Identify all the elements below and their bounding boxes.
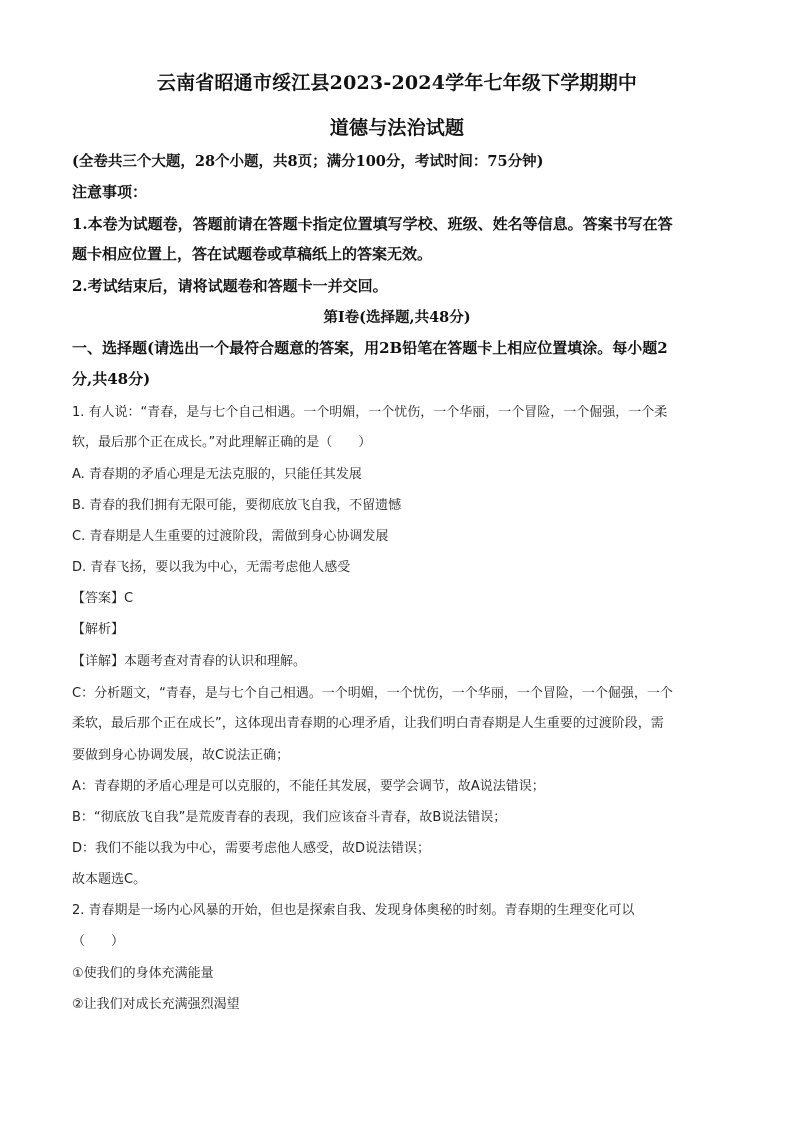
q1-conclusion: 故本题选C。 bbox=[72, 872, 147, 887]
q1-detail: 【详解】本题考查对青春的认识和理解。 bbox=[72, 654, 307, 669]
q1-option-c: C. 青春期是人生重要的过渡阶段，需做到身心协调发展 bbox=[72, 529, 389, 544]
q1-a-explanation: A：青春期的矛盾心理是可以克服的，不能任其发展，要学会调节，故A说法错误； bbox=[72, 779, 545, 794]
q2-item-2: ②让我们对成长充满强烈渴望 bbox=[72, 997, 240, 1012]
q1-answer: 【答案】C bbox=[72, 591, 134, 606]
q1-c-explanation-line-2: 柔软，最后那个正在成长”，这体现出青春期的心理矛盾，让我们明白青春期是人生重要的过渡阶段，需 bbox=[72, 716, 664, 731]
q1-c-explanation-line-3: 要做到身心协调发展，故C说法正确； bbox=[72, 748, 290, 763]
title-line-1: 云南省昭通市绥江县2023-2024学年七年级下学期期中 bbox=[156, 72, 638, 94]
q1-stem-line-1: 1. 有人说：“青春，是与七个自己相遇。一个明媚，一个忧伤，一个华丽，一个冒险，一个倔强，一个柔 bbox=[72, 405, 668, 420]
q2-item-1: ①使我们的身体充满能量 bbox=[72, 966, 214, 981]
q1-analysis-label: 【解析】 bbox=[72, 622, 125, 637]
q1-d-explanation: D：我们不能以我为中心，需要考虑他人感受，故D说法错误； bbox=[72, 841, 431, 856]
section-1-line-1: 一、选择题(请选出一个最符合题意的答案，用2B铅笔在答题卡上相应位置填涂。每小题2 bbox=[72, 339, 668, 357]
part-1-heading: 第Ⅰ卷(选择题,共48分) bbox=[323, 309, 471, 326]
title-line-2: 道德与法治试题 bbox=[329, 117, 465, 139]
notes-item-1-line-1: 1.本卷为试题卷，答题前请在答题卡指定位置填写学校、班级、姓名等信息。答案书写在答 bbox=[72, 215, 673, 233]
q2-stem-line-2: （ ） bbox=[72, 934, 125, 949]
exam-info: (全卷共三个大题，28个小题，共8页；满分100分，考试时间：75分钟) bbox=[72, 153, 544, 170]
q1-option-d: D. 青春飞扬，要以我为中心，无需考虑他人感受 bbox=[72, 560, 351, 575]
section-1-line-2: 分,共48分) bbox=[72, 370, 151, 388]
q2-stem-line-1: 2. 青春期是一场内心风暴的开始，但也是探索自我、发现身体奥秘的时刻。青春期的生理变化可以 bbox=[72, 903, 635, 918]
q1-option-a: A. 青春期的矛盾心理是无法克服的，只能任其发展 bbox=[72, 467, 362, 482]
q1-c-explanation-line-1: C：分析题文，“青春，是与七个自己相遇。一个明媚，一个忧伤，一个华丽，一个冒险，一个倔强，一个 bbox=[72, 686, 673, 701]
notes-item-2: 2.考试结束后，请将试题卷和答题卡一并交回。 bbox=[72, 277, 388, 295]
q1-b-explanation: B：“彻底放飞自我”是荒废青春的表现，我们应该奋斗青春，故B说法错误； bbox=[72, 810, 507, 825]
notes-item-1-line-2: 题卡相应位置上，答在试题卷或草稿纸上的答案无效。 bbox=[72, 245, 433, 263]
notes-heading: 注意事项： bbox=[72, 183, 148, 201]
q1-stem-line-2: 软，最后那个正在成长。”对此理解正确的是（ ） bbox=[72, 435, 372, 450]
q1-option-b: B. 青春的我们拥有无限可能，要彻底放飞自我，不留遗憾 bbox=[72, 498, 402, 513]
